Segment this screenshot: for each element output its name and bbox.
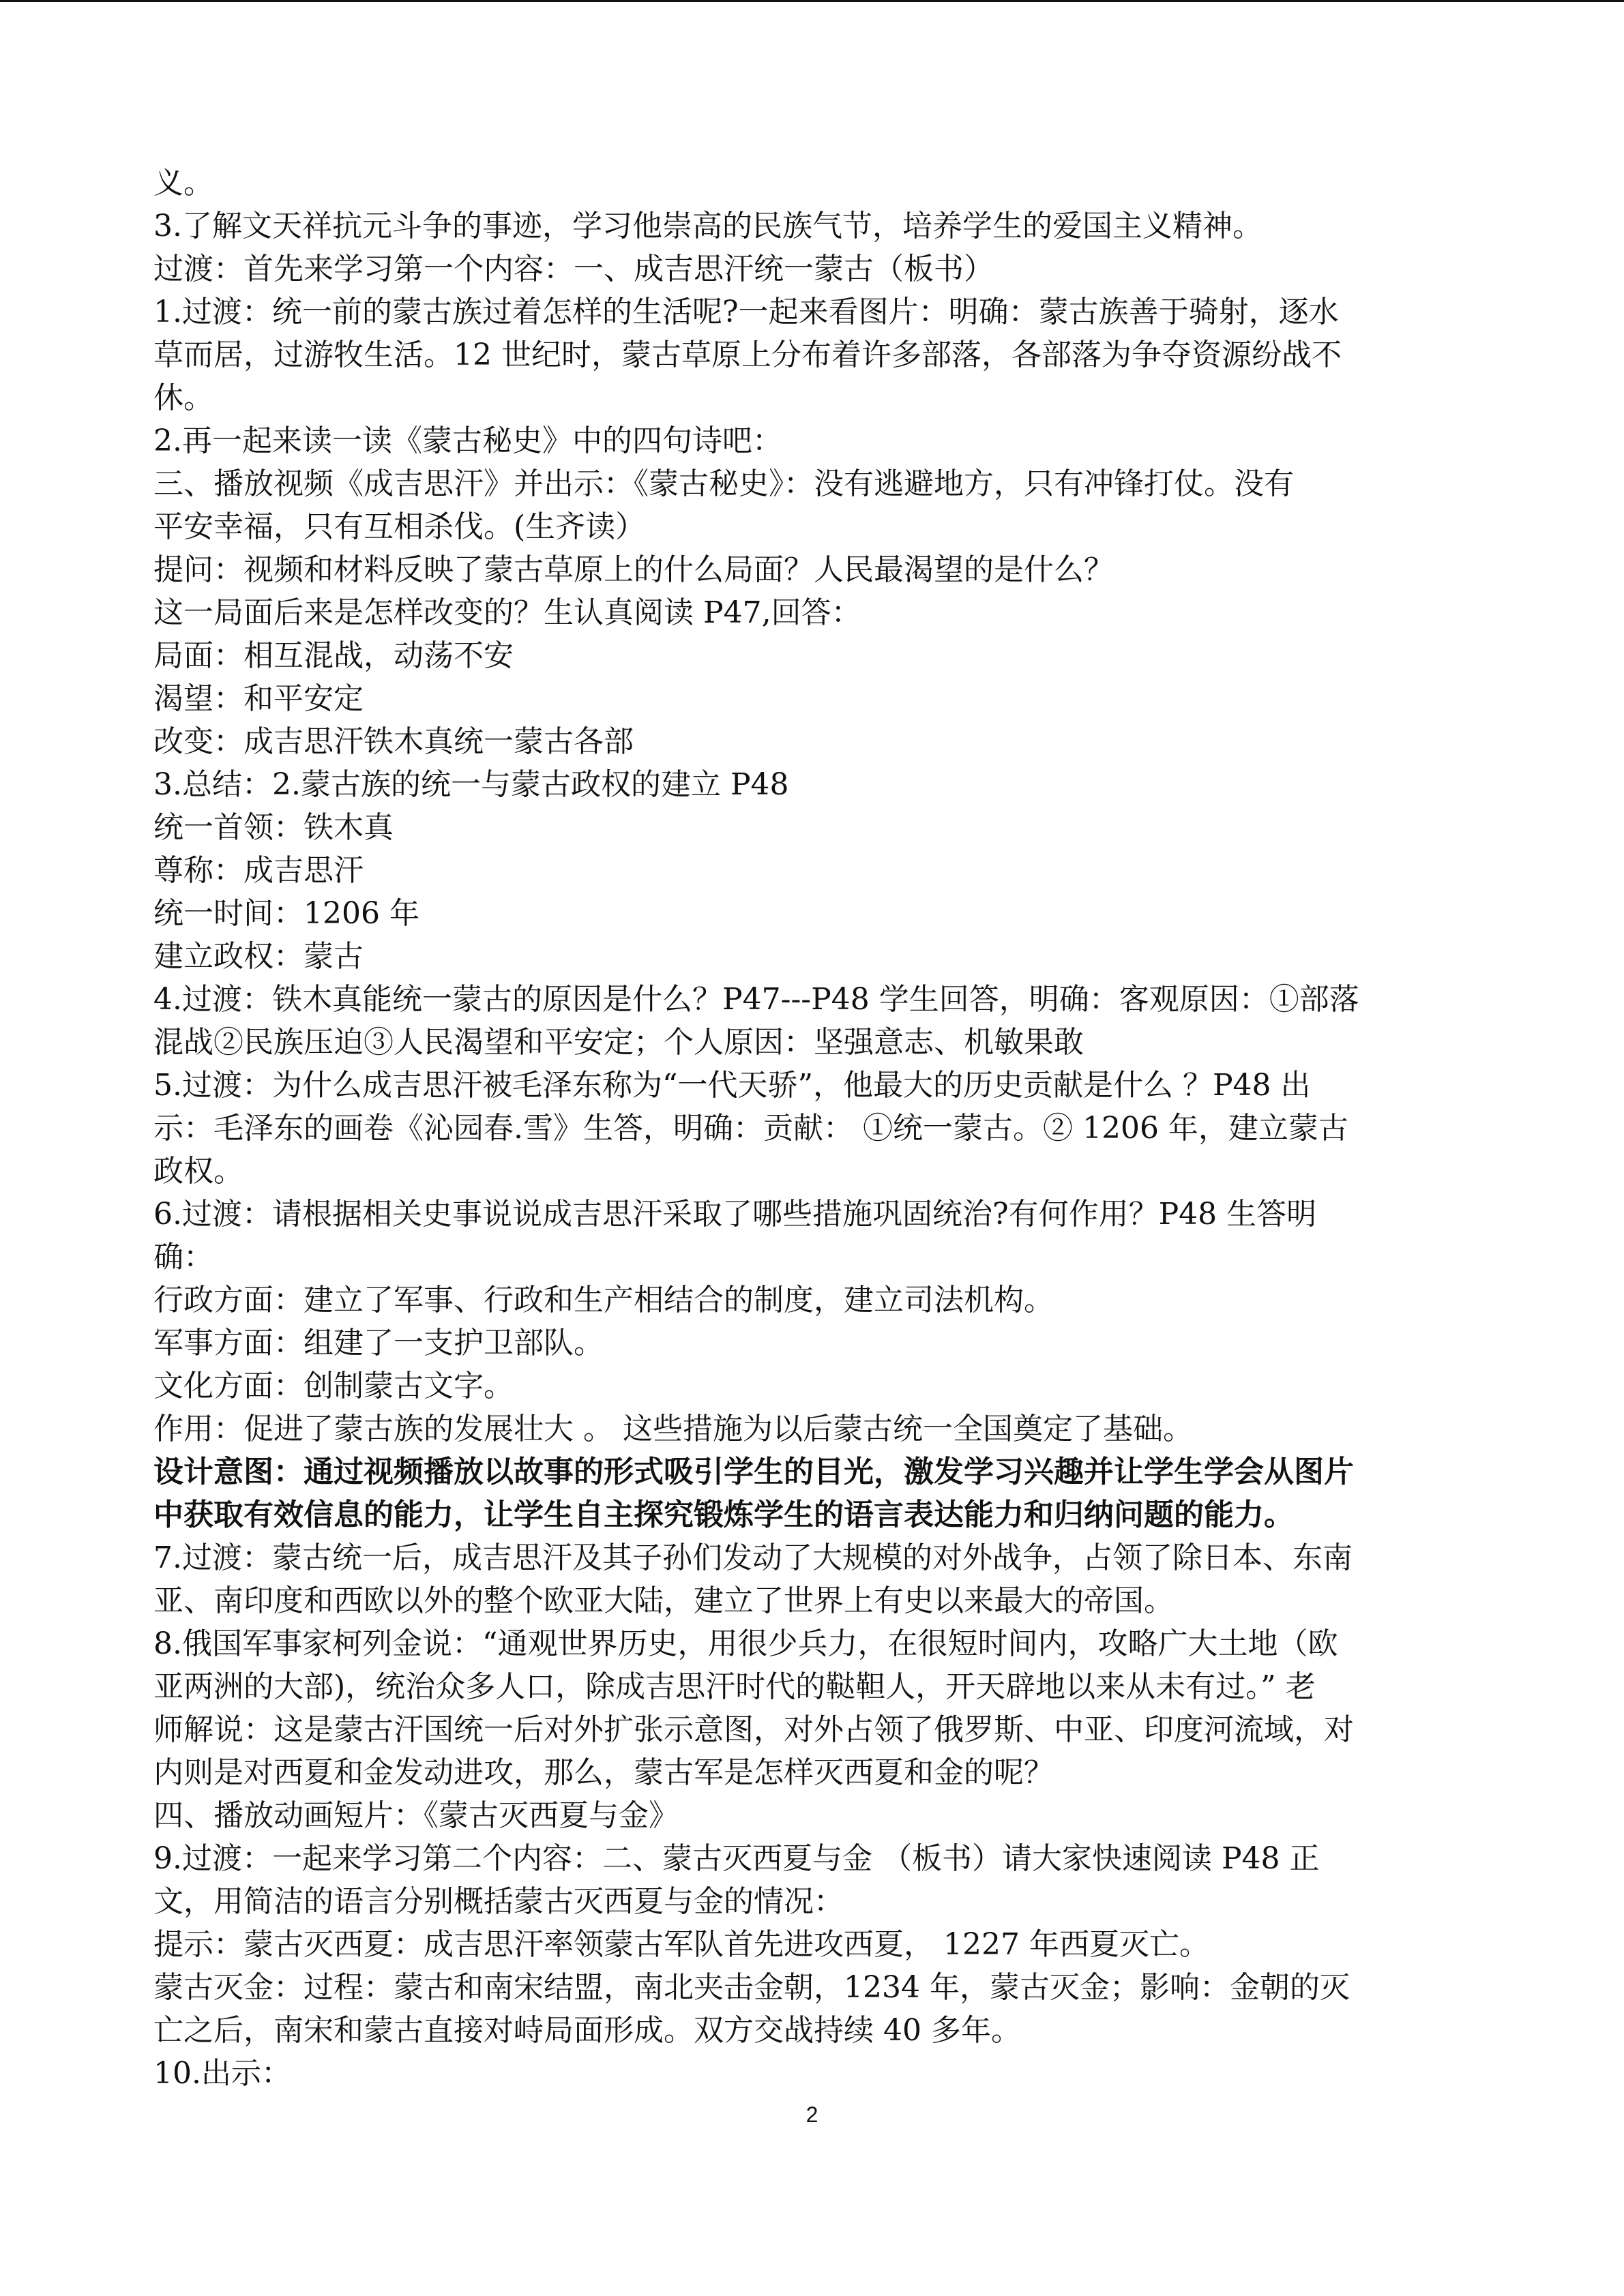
page-number: 2: [806, 2102, 818, 2127]
text-line: 四、播放动画短片：《蒙古灭西夏与金》: [153, 1798, 679, 1833]
text-line: 作用：促进了蒙古族的发展壮大 。 这些措施为以后蒙古统一全国奠定了基础。: [153, 1412, 1193, 1446]
text-line: 示：毛泽东的画卷《沁园春.雪》生答，明确：贡献： ①统一蒙古。② 1206 年，建立蒙古: [153, 1111, 1348, 1146]
text-line: 军事方面：组建了一支护卫部队。: [153, 1326, 604, 1360]
text-line: 亚两洲的大部)，统治众多人口，除成吉思汗时代的鞑靼人，开天辟地以来从未有过。” 老: [153, 1669, 1316, 1704]
text-line: 文化方面：创制蒙古文字。: [153, 1369, 514, 1403]
text-line: 师解说：这是蒙古汗国统一后对外扩张示意图，对外占领了俄罗斯、中亚、印度河流域，对: [153, 1712, 1354, 1747]
design-intent-line: 中获取有效信息的能力，让学生自主探究锻炼学生的语言表达能力和归纳问题的能力。: [153, 1497, 1294, 1532]
document-body: [153, 162, 1473, 2095]
text-line: 这一局面后来是怎样改变的？生认真阅读 P47,回答：: [153, 595, 861, 630]
text-line: 4.过渡：铁木真能统一蒙古的原因是什么？P47---P48 学生回答，明确：客观原因：①部落: [153, 982, 1359, 1017]
text-line: 渴望：和平安定: [153, 681, 364, 716]
text-line: 8.俄国军事家柯列金说：“通观世界历史，用很少兵力，在很短时间内，攻略广大土地（欧: [153, 1626, 1338, 1661]
text-line: 10.出示：: [153, 2056, 291, 2091]
text-line: 2.再一起来读一读《蒙古秘史》中的四句诗吧：: [153, 423, 782, 458]
text-line: 文，用简洁的语言分别概括蒙古灭西夏与金的情况：: [153, 1884, 844, 1919]
text-line: 建立政权：蒙古: [153, 939, 364, 974]
text-line: 义。: [153, 166, 213, 200]
text-line: 内则是对西夏和金发动进攻，那么，蒙古军是怎样灭西夏和金的呢？: [153, 1755, 1054, 1790]
text-line: 休。: [153, 381, 213, 415]
text-line: 草而居，过游牧生活。12 世纪时，蒙古草原上分布着许多部落，各部落为争夺资源纷战不: [153, 338, 1342, 372]
text-line: 平安幸福，只有互相杀伐。(生齐读）: [153, 509, 646, 544]
text-line: 蒙古灭金：过程：蒙古和南宋结盟，南北夹击金朝，1234 年，蒙古灭金；影响：金朝的灭: [153, 1970, 1350, 2005]
text-line: 1.过渡：统一前的蒙古族过着怎样的生活呢?一起来看图片：明确：蒙古族善于骑射，逐水: [153, 295, 1339, 329]
text-line: 提示：蒙古灭西夏：成吉思汗率领蒙古军队首先进攻西夏， 1227 年西夏灭亡。: [153, 1927, 1209, 1962]
text-line: 提问：视频和材料反映了蒙古草原上的什么局面？人民最渴望的是什么？: [153, 552, 1114, 587]
text-line: 改变：成吉思汗铁木真统一蒙古各部: [153, 724, 634, 759]
text-line: 政权。: [153, 1154, 243, 1189]
text-line: 6.过渡：请根据相关史事说说成吉思汗采取了哪些措施巩固统治?有何作用？P48 生答明: [153, 1197, 1317, 1232]
text-line: 三、播放视频《成吉思汗》并出示：《蒙古秘史》：没有逃避地方，只有冲锋打仗。没有: [153, 466, 1294, 501]
text-line: 9.过渡：一起来学习第二个内容：二、蒙古灭西夏与金 （板书）请大家快速阅读 P48 正: [153, 1841, 1320, 1876]
text-line: 3.了解文天祥抗元斗争的事迹，学习他崇高的民族气节，培养学生的爱国主义精神。: [153, 209, 1263, 243]
text-line: 5.过渡：为什么成吉思汗被毛泽东称为“一代天骄”，他最大的历史贡献是什么 ？P48 出: [153, 1068, 1311, 1103]
text-line: 行政方面：建立了军事、行政和生产相结合的制度，建立司法机构。: [153, 1283, 1054, 1317]
text-line: 尊称：成吉思汗: [153, 853, 364, 888]
text-line: 局面：相互混战，动荡不安: [153, 638, 514, 673]
text-line: 7.过渡：蒙古统一后，成吉思汗及其子孙们发动了大规模的对外战争，占领了除日本、东南: [153, 1540, 1353, 1575]
text-line: 亚、南印度和西欧以外的整个欧亚大陆，建立了世界上有史以来最大的帝国。: [153, 1583, 1174, 1618]
text-line: 确：: [153, 1240, 213, 1274]
text-line: 混战②民族压迫③人民渴望和平安定；个人原因：坚强意志、机敏果敢: [153, 1025, 1084, 1060]
text-line: 统一时间：1206 年: [153, 896, 419, 931]
text-line: 过渡：首先来学习第一个内容：一、成吉思汗统一蒙古（板书）: [153, 252, 994, 286]
design-intent-line: 设计意图：通过视频播放以故事的形式吸引学生的目光，激发学习兴趣并让学生学会从图片: [153, 1455, 1354, 1489]
text-line: 亡之后，南宋和蒙古直接对峙局面形成。双方交战持续 40 多年。: [153, 2013, 1021, 2048]
text-line: 统一首领：铁木真: [153, 810, 394, 845]
text-line: 3.总结：2.蒙古族的统一与蒙古政权的建立 P48: [153, 767, 789, 802]
